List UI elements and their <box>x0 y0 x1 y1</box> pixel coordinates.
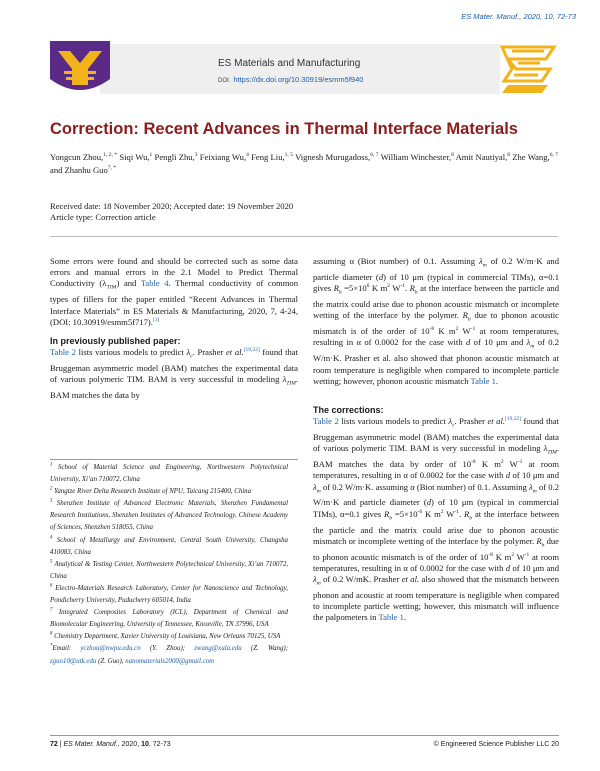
journal-name: ES Materials and Manufacturing <box>218 58 361 69</box>
running-head <box>461 12 576 21</box>
affiliation-item: $^7$ Integrated Composites Laboratory (ICL), Department of Chemical and Biomolecular Engineering, University of Tennessee, Knoxville, TN 37996, USA <box>50 607 288 629</box>
table-1-link[interactable]: Table 1 <box>470 375 496 386</box>
author-list <box>50 151 558 177</box>
ref-1-link[interactable]: [1] <box>152 316 160 323</box>
author: Siqi Wu,$^1$ <box>119 152 153 162</box>
email-link-nanomaterials[interactable]: nanomaterials2000@gmail.com <box>125 657 215 665</box>
ref-19-22-link[interactable]: [19,22] <box>505 416 522 423</box>
affiliation-item: $^4$ School of Metallurgy and Environment, Central South University, Changsha 410083, China <box>50 535 288 556</box>
email-link-zhou[interactable]: yczhou@nwpu.edu.cn <box>80 645 141 653</box>
running-head-text: ES Mater. Manuf., 2020, 10, 72-73 <box>461 12 576 21</box>
affiliation-footnotes <box>50 462 288 668</box>
copyright: © Engineered Science Publisher LLC 20 <box>433 741 559 748</box>
affiliation-item: $^2$ Yangtze River Delta Research Institute of NPU, Taicang 215400, China <box>50 486 252 496</box>
author: Feixiang Wu,$^4$ <box>199 152 249 162</box>
previous-paragraph: Table 2 lists various models to predict $\lambda_c$. Prasher et al.[19,22] found that Bruggeman asymmetric model (BAM) matches the experimental data of various polymeric TIM. BAM is very successful in modeling $\lambda_{TIM}$. BAM matches the data by <box>50 347 298 401</box>
affiliation-item: $^8$ Chemistry Department, Xavier University of Louisiana, New Orleans 70125, USA <box>50 632 281 641</box>
header-divider <box>50 236 558 237</box>
affiliation-item: $^3$ Shenzhen Institute of Advanced Electronic Materials, Shenzhen Fundamental Research Institutions, Shenzhen Institutes of Advanced Technology, Chinese Academy of Sciences, Shenzhen 518055, China <box>50 498 288 532</box>
intro-paragraph: Some errors were found and should be corrected such as some data errors and manual errors in the 2.1 Model to Predict Thermal Conductivity $(\lambda_{TIM})$ and Table 4. Thermal conductivity of common types of fillers for the paper entitled “Recent Advances in Thermal Interface Materials” in ES Materials & Manufacturing, 2020, 7, 4-24, (DOI: 10.30919/esmm5f717).[1] <box>50 256 298 327</box>
article-title: Correction: Recent Advances in Thermal Interface Materials <box>50 120 518 138</box>
corrections-paragraph: Table 2 lists various models to predict $\lambda_c$. Prasher et al.[19,22] found that Bruggeman asymmetric model (BAM) matches the experimental data of various polymeric TIM. BAM is very successful in modeling $\lambda_{TIM}$. BAM matches the data by order of $10^{-8}$ K $m^2$ $W^{-1}$ at room temperatures, resulting in α of 0.0002 for the case with d of 10 μm and $\lambda_m$ of 0.2 W/m·K. assuming α (Biot number) of 0.1. Assuming $\lambda_m$ of 0.2 W/m·K and particle diameter (d) of 10 μm (typical in commercial TIMs), α=0.1 gives $R_b =5\times 10^{-6}$ K $m^2$ $W^{-1}$. $R_b$ at the interface between the particle and the matrix could arise due to phonon acoustic mismatch or incomplete wetting of the interface by the polymer. $R_b$ due to phonon acoustic mismatch is of the order of $10^{-8}$ K $m^2$ $W^{-1}$ at room temperatures, resulting in α of 0.0002 for the case with d of 10 μm and $\lambda_m$ of 0.2 W/mK. Prasher et al. also showed that the mismatch between phonon and acoustic at room temperature is negligible when compared to incomplete particle wetting; however, this mismatch will influence the palpometers in Table 1. <box>313 416 560 623</box>
doi-line <box>218 75 363 84</box>
author: Yongcun Zhou,$^{1, 2, *}$ <box>50 152 118 162</box>
journal-logo-left-icon <box>50 41 110 97</box>
journal-logo-right-icon <box>498 41 558 97</box>
author: Pengli Zhu,$^3$ <box>154 152 198 162</box>
received-accepted-dates: Received date: 18 November 2020; Accepted date: 19 November 2020 <box>50 201 294 211</box>
author: Vignesh Murugadoss,$^{6, 7}$ <box>295 152 379 162</box>
affiliation-item: $^6$ Electro-Materials Research Laboratory, Center for Nanoscience and Technology, Pondicherry University, Puducherry 605014, India <box>50 583 288 605</box>
right-column <box>313 256 559 624</box>
article-dates <box>50 201 293 223</box>
footer-rule <box>50 735 559 736</box>
email-footnote: *Email: yczhou@nwpu.edu.cn (Y. Zhou); zwang@xula.edu (Z. Wang); zguo10@utk.edu (Z. Guo), nanomaterials2000@gmail.com <box>50 644 288 665</box>
table-2-link[interactable]: Table 2 <box>50 347 76 358</box>
email-link-guo[interactable]: zguo10@utk.edu <box>50 657 97 665</box>
journal-header-bar <box>100 44 500 94</box>
doi-link[interactable]: https://dx.doi.org/10.30919/esmm5f940 <box>233 75 364 84</box>
previous-heading: In previously published paper: <box>50 335 181 346</box>
author: Amit Nautiyal,$^8$ <box>455 152 510 162</box>
page-footer-citation: 72 | ES Mater. Manuf., 2020, 10, 72-73 <box>50 741 171 748</box>
author: Zhe Wang,$^{6, 7}$ <box>512 152 559 162</box>
continued-paragraph: assuming α (Biot number) of 0.1. Assuming $\lambda_m$ of 0.2 W/m·K and particle diameter (d) of 10 μm (typical in commercial TIMs), α=0.1 gives $R_b =5\times 10^6$ K $m^2$ $W^{-1}$. $R_b$ at the interface between the particle and the matrix could arise due to phonon acoustic mismatch or incomplete wetting of the interface by the polymer. $R_b$ due to phonon acoustic mismatch is of the order of $10^{-8}$ K $m^2$ $W^{-1}$ at room temperatures, resulting in α of 0.0002 for the case with d of 10 μm and $\lambda_m$ of 0.2 W/m·K. Prasher et al. also showed that phonon acoustic mismatch at room temperature is negligible when compared to incomplete particle wetting; however, phonon acoustic mismatch Table 1. <box>313 256 560 386</box>
author: and Zhanhu Guo$^{7, *}$ <box>50 165 117 175</box>
doi-label: DOI: <box>218 78 231 84</box>
email-link-wang[interactable]: zwang@xula.edu <box>194 645 242 653</box>
author: William Winchester,$^8$ <box>380 152 454 162</box>
left-column <box>50 256 298 401</box>
affiliation-item: $^1$ School of Material Science and Engineering, Northwestern Polytechnical University, Xi’an 710072, China <box>50 462 288 484</box>
article-type: Article type: Correction article <box>50 212 156 222</box>
table-4-link[interactable]: Table 4 <box>140 278 169 289</box>
ref-19-22-link[interactable]: [19,22] <box>243 347 260 354</box>
affiliation-item: $^5$ Analytical & Testing Center, Northwestern Polytechnical University, Xi’an 710072, China <box>50 559 288 580</box>
author: Feng Liu,$^{1, 5}$ <box>251 152 293 162</box>
corrections-heading: The corrections: <box>313 404 384 415</box>
footnote-rule <box>50 459 298 460</box>
table-1-link[interactable]: Table 1 <box>378 612 404 623</box>
table-2-link[interactable]: Table 2 <box>313 416 339 427</box>
